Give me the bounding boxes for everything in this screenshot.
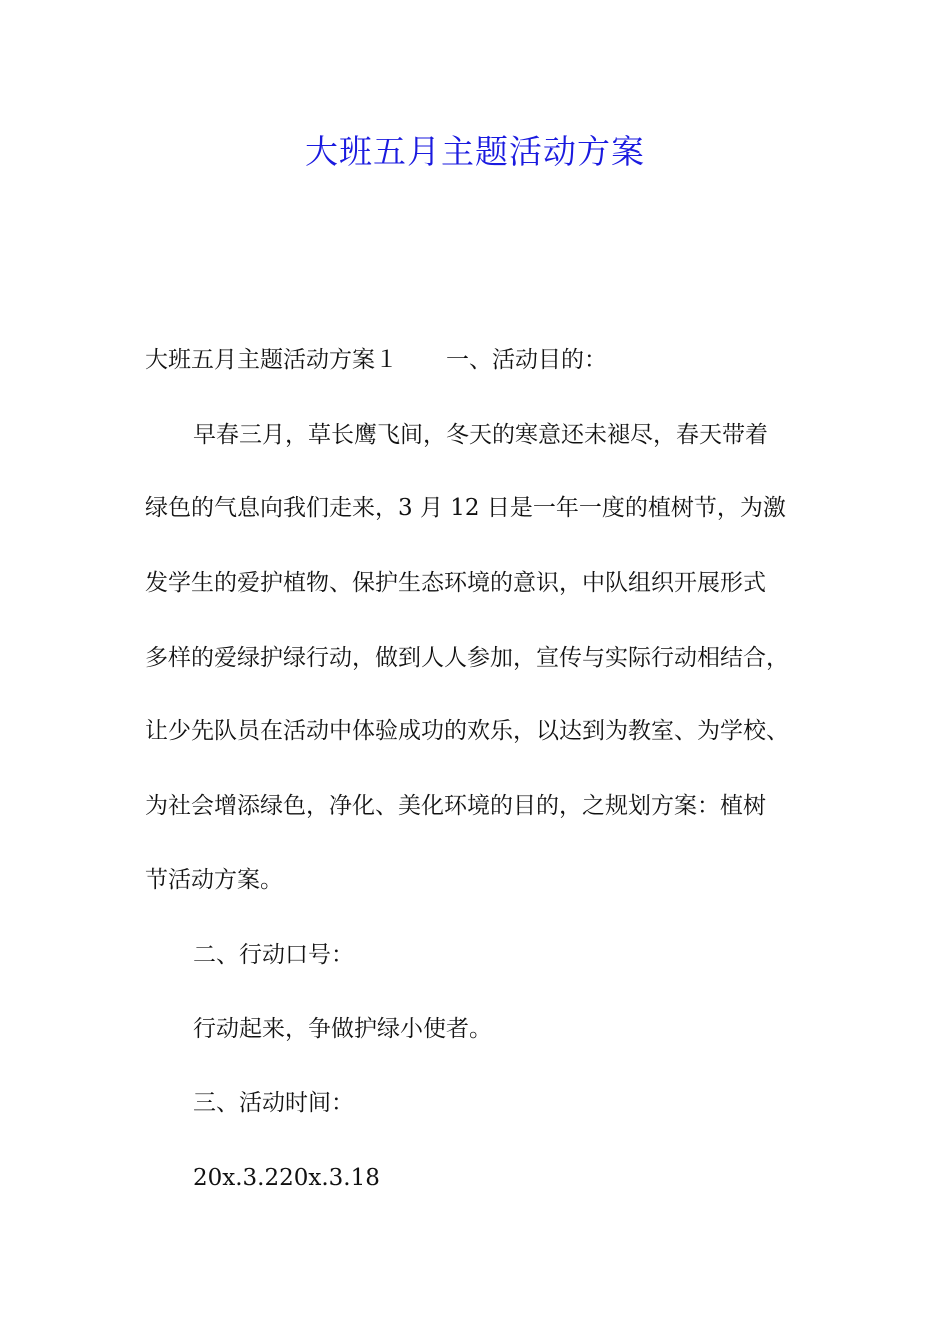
slogan-text: 行动起来，争做护绿小使者。 [193,1016,492,1042]
paragraph-line: 绿色的气息向我们走来，3 月 12 日是一年一度的植树节，为激 [145,495,786,521]
section-heading-time: 三、活动时间： [193,1090,354,1116]
paragraph-line: 节活动方案。 [145,867,283,893]
paragraph-line: 为社会增添绿色，净化、美化环境的目的，之规划方案：植树 [145,793,766,819]
document-title: 大班五月主题活动方案 [305,132,645,171]
activity-time-text: 20x.3.220x.3.18 [193,1165,380,1191]
paragraph-line: 早春三月，草长鹰飞间，冬天的寒意还未褪尽，春天带着 [193,422,768,448]
heading-line-1 [145,343,607,377]
paragraph-line: 让少先队员在活动中体验成功的欢乐，以达到为教室、为学校、 [145,718,789,744]
paragraph-line: 多样的爱绿护绿行动，做到人人参加，宣传与实际行动相结合， [145,645,789,671]
section-heading-purpose: 一、活动目的： [446,347,607,373]
paragraph-line: 发学生的爱护植物、保护生态环境的意识，中队组织开展形式 [145,570,766,596]
subtitle-text: 大班五月主题活动方案１ [145,347,398,373]
section-heading-slogan: 二、行动口号： [193,942,354,968]
